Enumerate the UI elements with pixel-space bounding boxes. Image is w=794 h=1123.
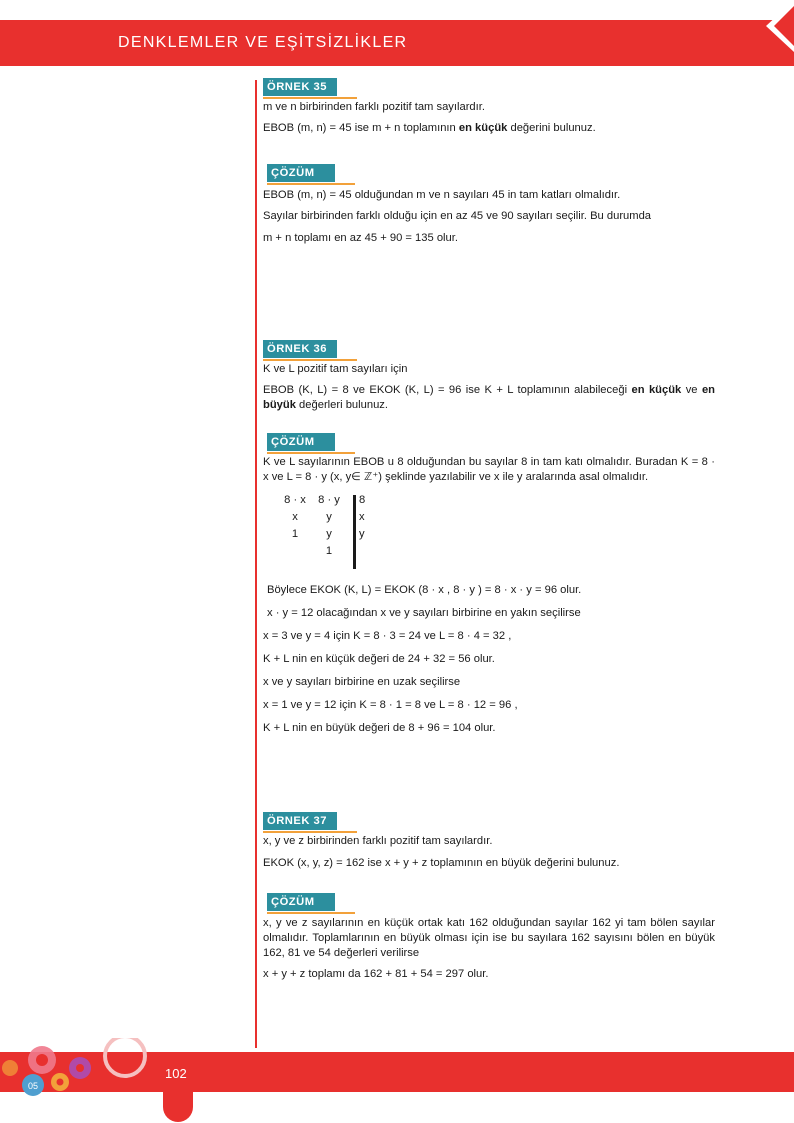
- question-line: EBOB (m, n) = 45 ise m + n toplamının en küçük değerini bulunuz.: [263, 122, 596, 134]
- division-table: [275, 493, 395, 573]
- question-line: x, y ve z birbirinden farklı pozitif tam sayılardır.: [263, 835, 493, 847]
- example-label: ÖRNEK 37: [263, 812, 337, 830]
- gears-icon: [0, 1038, 160, 1098]
- solution-line: EBOB (m, n) = 45 olduğundan m ve n sayıları 45 in tam katları olmalıdır.: [263, 189, 621, 201]
- division-cell: 1: [325, 545, 333, 557]
- divisor: y: [359, 528, 365, 540]
- division-cell: 8 · y: [318, 494, 340, 506]
- page-number-tab: [163, 1052, 193, 1122]
- solution-line: x · y = 12 olacağından x ve y sayıları birbirine en yakın seçilirse: [267, 607, 581, 619]
- example-35: [263, 78, 715, 246]
- divisor: 8: [359, 494, 366, 506]
- solution-label: ÇÖZÜM: [267, 164, 335, 182]
- solution-line: Böylece EKOK (K, L) = EKOK (8 · x , 8 · y ) = 8 · x · y = 96 olur.: [267, 584, 582, 596]
- division-cell: x: [292, 511, 298, 523]
- solution-line: Sayılar birbirinden farklı olduğu için en az 45 ve 90 sayıları seçilir. Bu durumda: [263, 210, 652, 222]
- chapter-title: DENKLEMLER VE EŞİTSİZLİKLER: [118, 34, 408, 51]
- solution-line: m + n toplamı en az 45 + 90 = 135 olur.: [263, 232, 458, 244]
- divisor: x: [359, 511, 365, 523]
- division-cell: 8 · x: [284, 494, 306, 506]
- solution-line: x + y + z toplamı da 162 + 81 + 54 = 297 olur.: [263, 968, 489, 980]
- solution-line: x = 1 ve y = 12 için K = 8 · 1 = 8 ve L = 8 · 12 = 96 ,: [263, 699, 518, 711]
- question-line: EBOB (K, L) = 8 ve EKOK (K, L) = 96 ise K + L toplamının alabileceği en küçük ve en büyük değerleri bulunuz.: [263, 384, 715, 411]
- solution-line: x = 3 ve y = 4 için K = 8 · 3 = 24 ve L = 8 · 4 = 32 ,: [263, 630, 512, 642]
- division-cell: y: [326, 511, 332, 523]
- question-line: EKOK (x, y, z) = 162 ise x + y + z toplamının en büyük değerini bulunuz.: [263, 857, 620, 869]
- division-cell: y: [326, 528, 332, 540]
- solution-line: K + L nin en küçük değeri de 24 + 32 = 56 olur.: [263, 653, 495, 665]
- page-number: 102: [165, 1066, 187, 1081]
- example-37: [263, 812, 715, 982]
- solution-label: ÇÖZÜM: [267, 433, 335, 451]
- solution-paragraph: K ve L sayılarının EBOB u 8 olduğundan bu sayılar 8 in tam katı olmalıdır. Buradan K = 8 · x ve L = 8 · y (x, y∈ ℤ⁺) şeklinde yazılabilir ve x ile y aralarında asal olmalıdır.: [263, 456, 715, 483]
- corner-arrow-icon: [744, 0, 794, 52]
- question-line: K ve L pozitif tam sayıları için: [263, 363, 408, 375]
- example-label: ÖRNEK 35: [263, 78, 337, 96]
- solution-label: ÇÖZÜM: [267, 893, 335, 911]
- example-36: [263, 340, 715, 736]
- margin-line: [255, 80, 257, 1048]
- question-line: m ve n birbirinden farklı pozitif tam sayılardır.: [263, 101, 485, 113]
- division-bar: [353, 495, 356, 569]
- example-label: ÖRNEK 36: [263, 340, 337, 358]
- solution-paragraph: x, y ve z sayılarının en küçük ortak katı 162 olduğundan sayılar 162 yi tam bölen sayılar olmalıdır. Toplamlarının en büyük olması için ise bu sayılara 162 sayısını bölen en büyük 162, 81 ve 54 değerleri verilirse: [263, 917, 715, 959]
- gear-label: 05: [27, 1081, 39, 1091]
- solution-line: x ve y sayıları birbirine en uzak seçilirse: [263, 676, 461, 688]
- solution-line: K + L nin en büyük değeri de 8 + 96 = 104 olur.: [263, 722, 496, 734]
- page-content: [263, 78, 715, 982]
- division-cell: 1: [291, 528, 299, 540]
